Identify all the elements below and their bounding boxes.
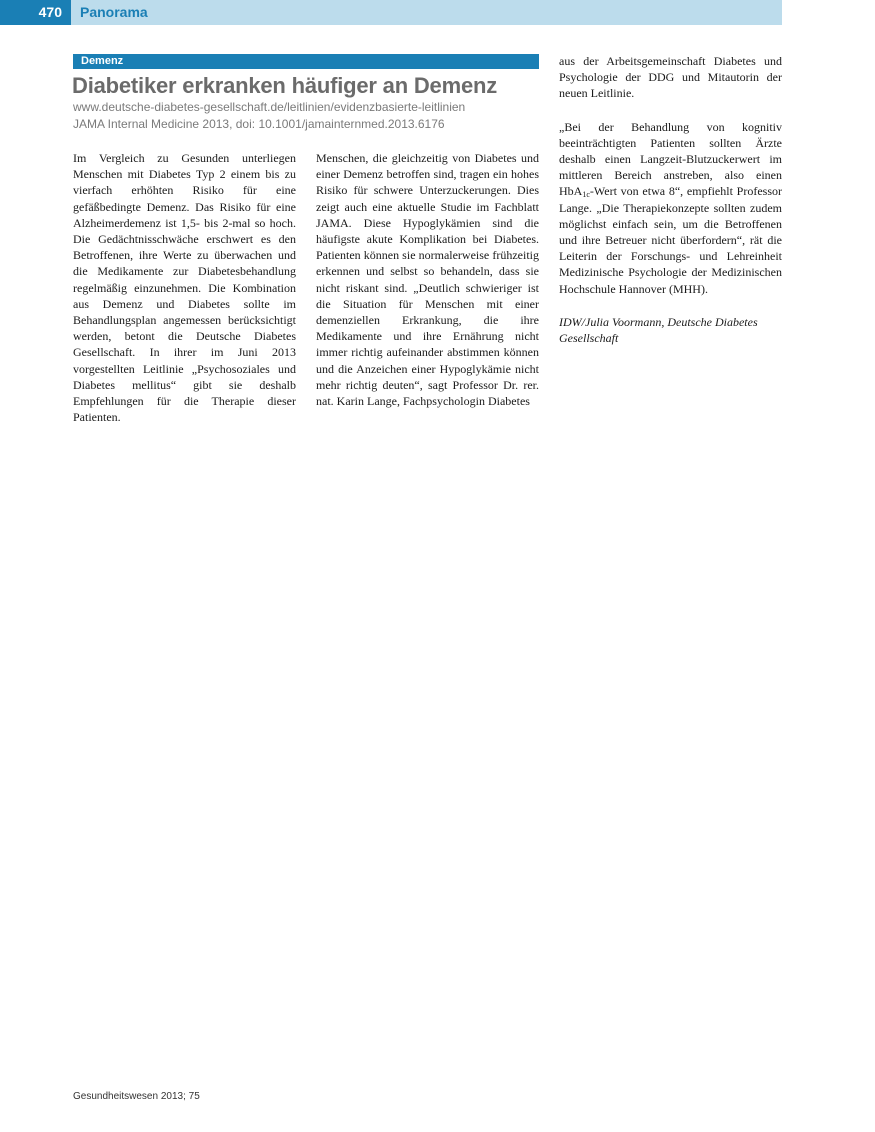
quote-part-2: -Wert von etwa 8“, empfiehlt Professor Lange. „Die Therapiekonzepte sollten zudem möglichst einfach sein, um die Betroffenen und ihre Betreuer nicht überfordern“, rät die Leiterin der Forschungs- und Lehreinheit Medizinische Psychologie der Medizinischen Hochschule Hannover (MHH). — [559, 184, 782, 296]
body-column-1 — [73, 150, 296, 425]
body-paragraph-4 — [559, 119, 782, 297]
body-paragraph-3: aus der Arbeitsgemeinschaft Diabetes und Psychologie der DDG und Mitautorin der neuen Leitlinie. — [559, 54, 782, 101]
source-url[interactable]: www.deutsche-diabetes-gesellschaft.de/leitlinien/evidenzbasierte-leitlinien — [73, 100, 466, 114]
topic-label: Demenz — [73, 54, 539, 69]
article-title: Diabetiker erkranken häufiger an Demenz — [72, 73, 498, 98]
author-credit: IDW/Julia Voormann, Deutsche Diabetes Gesellschaft — [559, 314, 758, 346]
body-column-3 — [559, 53, 782, 346]
source-journal: JAMA Internal Medicine 2013, doi: 10.1001/jamainternmed.2013.6176 — [73, 117, 445, 131]
body-column-2 — [316, 150, 539, 409]
body-paragraph-1: Im Vergleich zu Gesunden unterliegen Menschen mit Diabetes Typ 2 einem bis zu vierfach erhöhten Risiko für eine gefäßbedingte Demenz. Das Risiko für eine Alzheimerdemenz ist 1,5- bis 2-mal so hoch. Die Gedächtnisschwäche erschwert es den Betroffenen, ihre Werte zu überwachen und die Medikamente zur Diabetesbehandlung regelmäßig einzunehmen. Die Kombination aus Demenz und Diabetes sollte im Behandlungsplan angemessen berücksichtigt werden, betont die Deutsche Diabetes Gesellschaft. In ihrer im Juni 2013 vorgestellten Leitlinie „Psychosoziales und Diabetes mellitus“ gibt sie deshalb Empfehlungen für die Therapie dieser Patienten. — [73, 151, 296, 425]
section-title: Panorama — [80, 4, 148, 20]
footer-citation: Gesundheitswesen 2013; 75 — [73, 1091, 200, 1102]
body-paragraph-2: Menschen, die gleichzeitig von Diabetes und einer Demenz betroffen sind, tragen ein hohes Risiko für schwere Unterzuckerungen. Dies zeigt auch eine aktuelle Studie im Fachblatt JAMA. Diese Hypoglykämien sind die häufigste akute Komplikation bei Diabetes. Patienten können sie normalerweise frühzeitig erkennen und selbst so behandeln, dass sie nicht riskant sind. „Deutlich schwieriger ist die Situation für Menschen mit einer demenziellen Erkrankung, die ihre Medikamente und ihre Ernährung nicht immer richtig aufeinander abstimmen können und die Anzeichen einer Hypoglykämie nicht mehr richtig deuten“, sagt Professor Dr. rer. nat. Karin Lange, Fachpsychologin Diabetes — [316, 151, 539, 409]
hba1c-subscript: 1c — [582, 190, 590, 200]
page-number: 470 — [0, 0, 71, 25]
quote-part-1: „Bei der Behandlung von kognitiv beeinträchtigten Patienten sollten Ärzte deshalb einen Langzeit-Blutzuckerwert im mittleren Bereich anstreben, also einen HbA — [559, 119, 782, 199]
